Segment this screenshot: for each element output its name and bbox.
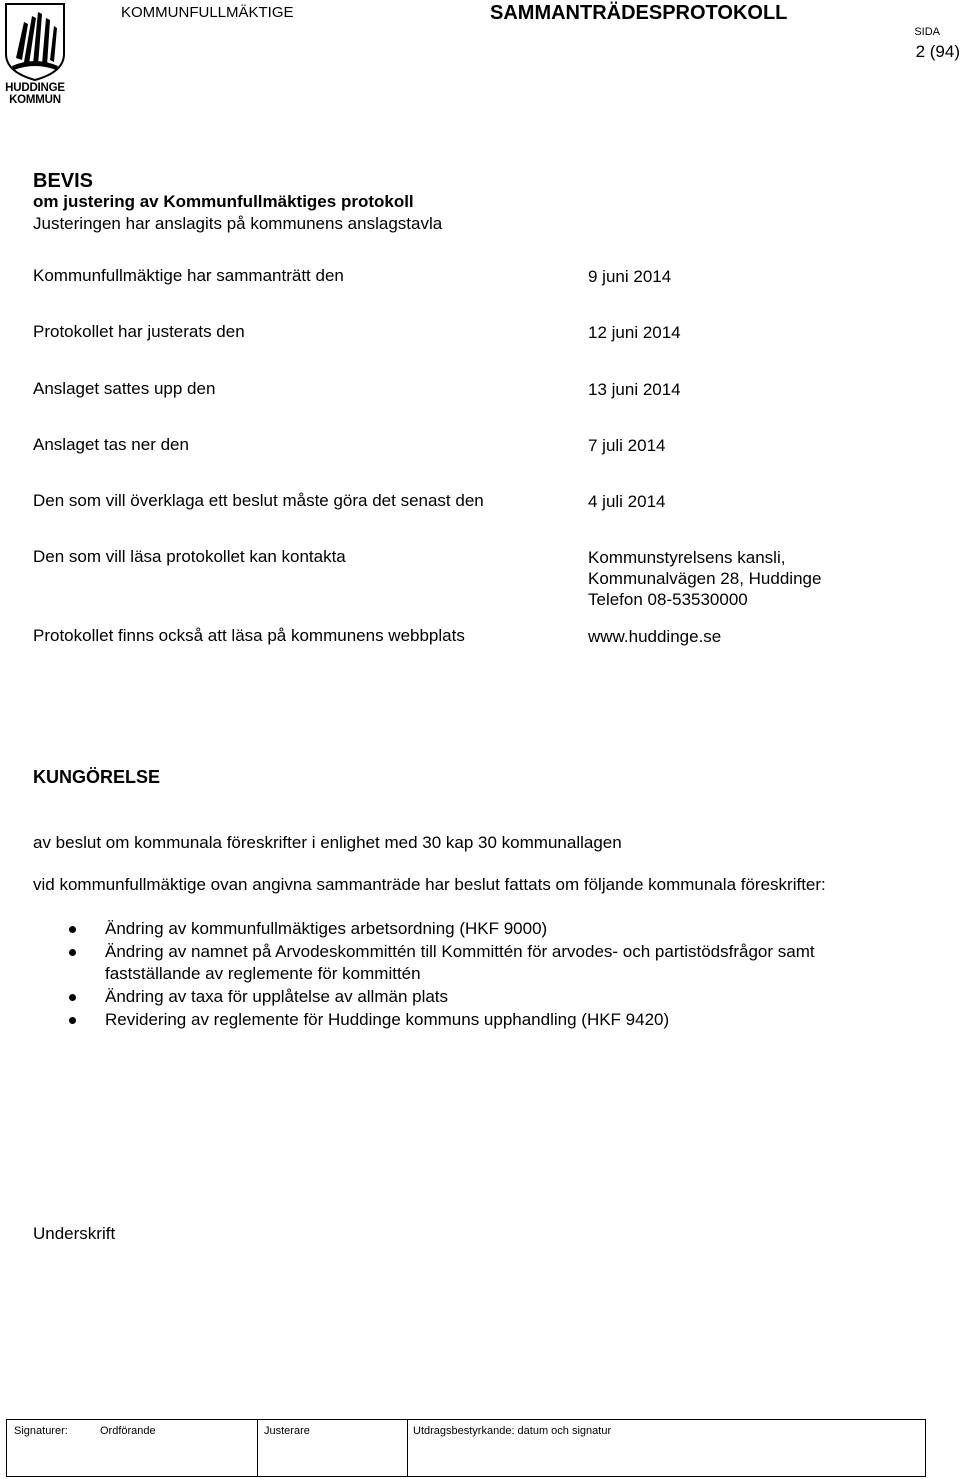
page-label: SIDA [914, 26, 940, 38]
logo-text [2, 82, 68, 106]
logo-line-2: KOMMUN [9, 94, 61, 106]
date-row-label: Den som vill överklaga ett beslut måste göra det senast den [33, 491, 484, 510]
date-row-value: 4 juli 2014 [588, 492, 666, 511]
page-number: 2 (94) [915, 42, 960, 61]
kungorelse-paragraph: vid kommunfullmäktige ovan angivna sammanträde har beslut fattats om följande kommunala föreskrifter: [33, 875, 826, 894]
kungorelse-paragraph: av beslut om kommunala föreskrifter i enlighet med 30 kap 30 kommunallagen [33, 833, 622, 852]
date-row-value: 7 juli 2014 [588, 436, 666, 455]
list-item-text: fastställande av reglemente för kommittén [105, 964, 421, 983]
contact-info [588, 547, 821, 610]
date-row-label: Anslaget tas ner den [33, 435, 189, 454]
footer-divider [407, 1420, 408, 1476]
kungorelse-heading: KUNGÖRELSE [33, 767, 161, 787]
date-row-value: 9 juni 2014 [588, 267, 672, 286]
list-item-text: Revidering av reglemente för Huddinge kommuns upphandling (HKF 9420) [105, 1010, 670, 1029]
list-item-text: Ändring av kommunfullmäktiges arbetsordning (HKF 9000) [105, 919, 548, 938]
contact-label: Den som vill läsa protokollet kan kontakta [33, 547, 346, 566]
date-row-label: Protokollet har justerats den [33, 322, 245, 341]
list-item [33, 1009, 933, 1031]
footer-justerare: Justerare [264, 1425, 310, 1437]
date-row-label: Anslaget sattes upp den [33, 379, 216, 398]
organization-name: KOMMUNFULLMÄKTIGE [121, 4, 294, 21]
footer-utdrag: Utdragsbestyrkande: datum och signatur [413, 1425, 612, 1437]
footer-ordforande: Ordförande [100, 1425, 156, 1437]
footer-signaturer: Signaturer: [14, 1425, 68, 1437]
bullet-icon [69, 994, 76, 1001]
footer-divider [257, 1420, 258, 1476]
contact-line: Telefon 08-53530000 [588, 590, 748, 609]
web-link[interactable]: www.huddinge.se [588, 627, 722, 646]
list-item [33, 941, 933, 985]
list-item [33, 986, 933, 1008]
bullet-icon [69, 926, 76, 933]
list-item-text: Ändring av namnet på Arvodeskommittén till Kommittén för arvodes- och partistödsfrågor samt [105, 942, 815, 961]
regulation-list [33, 918, 933, 1032]
bullet-icon [69, 1017, 76, 1024]
signature-label: Underskrift [33, 1224, 116, 1243]
coat-of-arms-icon [2, 2, 68, 82]
date-row-value: 13 juni 2014 [588, 380, 681, 399]
bullet-icon [69, 949, 76, 956]
contact-line: Kommunstyrelsens kansli, [588, 548, 786, 567]
logo-line-1: HUDDINGE [5, 82, 65, 94]
bevis-note: Justeringen har anslagits på kommunens anslagstavla [33, 214, 443, 233]
contact-line: Kommunalvägen 28, Huddinge [588, 569, 822, 588]
signature-footer [6, 1419, 926, 1477]
date-row-label: Kommunfullmäktige har sammanträtt den [33, 266, 344, 285]
list-item-text: Ändring av taxa för upplåtelse av allmän plats [105, 987, 449, 1006]
bevis-subheading: om justering av Kommunfullmäktiges protokoll [33, 192, 414, 211]
bevis-heading: BEVIS [33, 170, 94, 192]
web-label: Protokollet finns också att läsa på kommunens webbplats [33, 626, 465, 645]
document-title: SAMMANTRÄDESPROTOKOLL [490, 2, 788, 24]
list-item [33, 918, 933, 940]
date-row-value: 12 juni 2014 [588, 323, 681, 342]
